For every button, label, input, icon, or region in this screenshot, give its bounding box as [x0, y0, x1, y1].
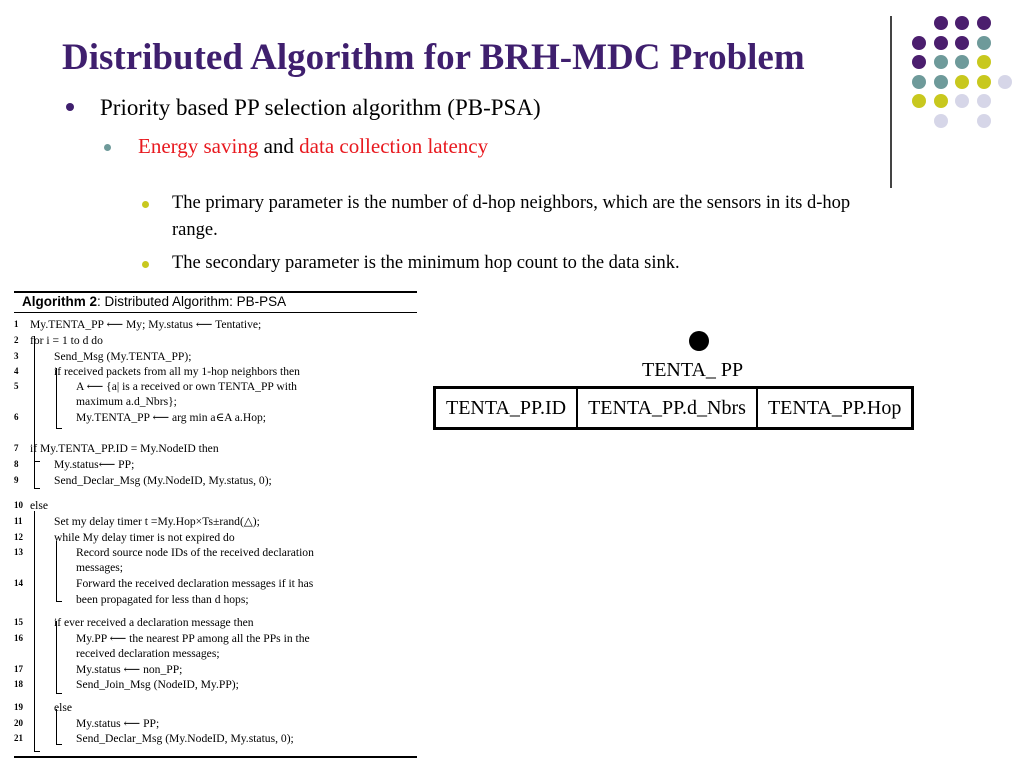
line-number: 16 — [14, 633, 23, 643]
block-bar — [34, 511, 40, 752]
block-bar — [56, 368, 62, 429]
block-bar — [34, 456, 40, 489]
line-number: 14 — [14, 578, 23, 588]
decorative-dot — [934, 16, 948, 30]
decorative-dot — [977, 36, 991, 50]
line-text: Send_Declar_Msg (My.NodeID, My.status, 0); — [54, 474, 272, 487]
line-number: 19 — [14, 702, 23, 712]
line-number: 2 — [14, 335, 19, 345]
decorative-dot — [955, 36, 969, 50]
line-number: 4 — [14, 366, 19, 376]
line-text: if received packets from all my 1-hop neighbors then — [54, 365, 300, 378]
line-number: 18 — [14, 679, 23, 689]
bullet-level3-primary: The primary parameter is the number of d-hop neighbors, which are the sensors in its d-hop range. — [172, 193, 851, 240]
highlight-latency: data collection latency — [299, 134, 489, 158]
bullet-level1: Priority based PP selection algorithm (PB-PSA) — [100, 95, 541, 120]
line-text: received declaration messages; — [76, 647, 220, 660]
line-text: A ⟵ {a| is a received or own TENTA_PP with — [76, 380, 297, 393]
line-number: 3 — [14, 351, 19, 361]
line-text: Forward the received declaration messages if it has — [76, 577, 314, 590]
line-text: if ever received a declaration message then — [54, 616, 254, 629]
highlight-energy-saving: Energy saving — [138, 134, 259, 158]
divider-line — [890, 16, 892, 188]
line-text: My.PP ⟵ the nearest PP among all the PPs in the — [76, 632, 310, 645]
line-text: Send_Declar_Msg (My.NodeID, My.status, 0); — [76, 732, 294, 745]
algorithm-box — [14, 291, 417, 745]
line-number: 15 — [14, 617, 23, 627]
decorative-dot — [977, 55, 991, 69]
decorative-dot — [912, 36, 926, 50]
decorative-dot — [977, 75, 991, 89]
bullet-marker — [142, 201, 149, 208]
decorative-dot — [934, 114, 948, 128]
block-bar — [56, 541, 62, 602]
bullet-marker — [104, 144, 111, 151]
decorative-dot — [998, 75, 1012, 89]
table-cell-dnbrs: TENTA_PP.d_Nbrs — [577, 388, 757, 429]
line-text: My.status ⟵ PP; — [76, 717, 160, 730]
node-dot — [689, 331, 709, 351]
decorative-dot — [934, 75, 948, 89]
bullet-marker — [142, 261, 149, 268]
line-text: My.TENTA_PP ⟵ My; My.status ⟵ Tentative; — [30, 318, 262, 331]
table-cell-id: TENTA_PP.ID — [435, 388, 578, 429]
line-number: 17 — [14, 664, 23, 674]
line-text: been propagated for less than d hops; — [76, 593, 249, 606]
line-text: else — [54, 701, 73, 714]
line-text: My.status ⟵ non_PP; — [76, 663, 183, 676]
line-number: 9 — [14, 475, 19, 485]
line-number: 10 — [14, 500, 23, 510]
line-text: if My.TENTA_PP.ID = My.NodeID then — [30, 442, 219, 455]
line-number: 1 — [14, 319, 19, 329]
line-text: Record source node IDs of the received declaration — [76, 546, 314, 559]
line-text: Send_Msg (My.TENTA_PP); — [54, 350, 192, 363]
tenta-pp-table — [433, 386, 914, 430]
decorative-dot — [955, 75, 969, 89]
line-number: 20 — [14, 718, 23, 728]
decorative-dot — [977, 16, 991, 30]
line-number: 8 — [14, 459, 19, 469]
decorative-dot — [955, 55, 969, 69]
decorative-dot — [934, 55, 948, 69]
decorative-dot — [977, 94, 991, 108]
slide-title: Distributed Algorithm for BRH-MDC Problem — [62, 37, 805, 78]
block-bar — [34, 336, 40, 462]
decorative-dot — [955, 94, 969, 108]
line-text: maximum a.d_Nbrs}; — [76, 395, 177, 408]
line-text: My.status⟵ PP; — [54, 458, 135, 471]
bullet-marker — [66, 103, 74, 111]
line-number: 21 — [14, 733, 23, 743]
line-text: for i = 1 to d do — [30, 334, 103, 347]
line-text: Set my delay timer t =My.Hop×Ts±rand(△); — [54, 515, 260, 528]
line-text: Send_Join_Msg (NodeID, My.PP); — [76, 678, 239, 691]
decorative-dot — [977, 114, 991, 128]
block-bar — [56, 621, 62, 694]
line-text: else — [30, 499, 49, 512]
line-text: messages; — [76, 561, 124, 574]
bullet-connector: and — [258, 134, 300, 158]
algorithm-bottom-rule — [14, 756, 417, 758]
bullet-level2 — [138, 134, 488, 159]
line-number: 13 — [14, 547, 23, 557]
bullet-level3-secondary: The secondary parameter is the minimum hop count to the data sink. — [172, 253, 680, 273]
decorative-dot — [912, 94, 926, 108]
decorative-dot — [912, 55, 926, 69]
line-number: 6 — [14, 412, 19, 422]
line-number: 12 — [14, 532, 23, 542]
table-cell-hop: TENTA_PP.Hop — [757, 388, 913, 429]
block-bar — [56, 709, 62, 745]
line-text: while My delay timer is not expired do — [54, 531, 235, 544]
tenta-pp-label: TENTA_ PP — [642, 359, 744, 381]
decorative-dot — [955, 16, 969, 30]
decorative-dot — [912, 75, 926, 89]
line-text: My.TENTA_PP ⟵ arg min a∈A a.Hop; — [76, 411, 267, 424]
line-number: 5 — [14, 381, 19, 391]
algorithm-header: Algorithm 2: Distributed Algorithm: PB-PSA — [14, 291, 417, 313]
decorative-dot — [934, 94, 948, 108]
table-row — [435, 388, 913, 429]
line-number: 7 — [14, 443, 19, 453]
decorative-dot — [934, 36, 948, 50]
line-number: 11 — [14, 516, 23, 526]
